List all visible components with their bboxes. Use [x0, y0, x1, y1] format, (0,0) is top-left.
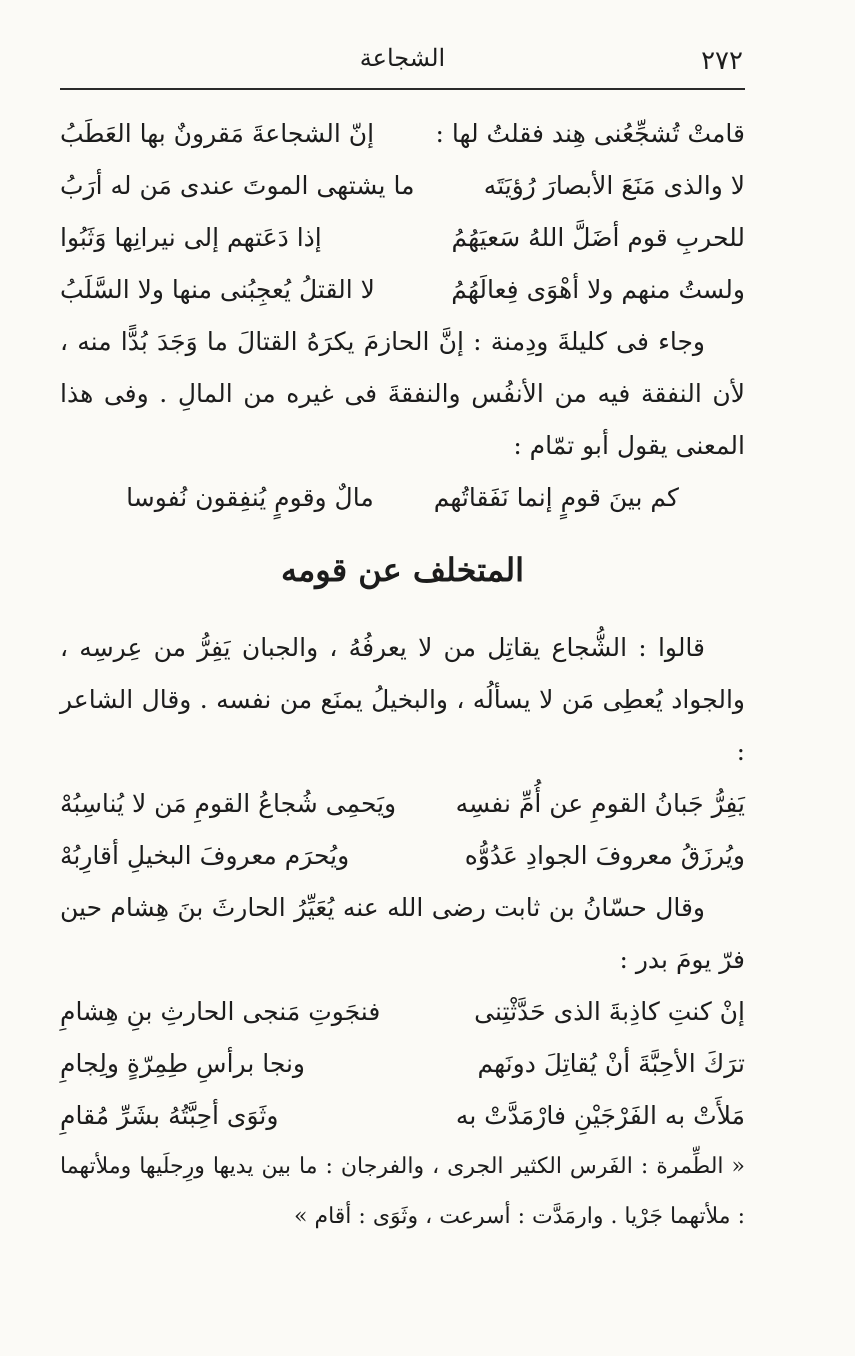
verse-first-hemistich: ولستُ منهم ولا أهْوَى فِعالَهُمُ: [451, 275, 745, 304]
verse-line: [60, 212, 745, 264]
verse-second-hemistich: وثَوَى أحِبَّتُهُ بشَرِّ مُقامِ: [60, 1101, 279, 1130]
prose-paragraph: وجاء فى كليلةَ ودِمنة : إنَّ الحازمَ يكرَهُ القتالَ ما وَجَدَ بُدًّا منه ، لأن النفقة فيه من الأنفُس والنفقةَ فى غيره من المالِ . وفى هذا المعنى يقول أبو تمّام :: [60, 327, 745, 460]
prose-paragraph: قالوا : الشُّجاع يقاتِل من لا يعرفُهُ ، والجبان يَفِرُّ من عِرسِه ، والجواد يُعطِى مَن لا يسألُه ، والبخيلُ يمنَع من نفسه . وقال الشاعر :: [60, 633, 745, 766]
verse-first-hemistich: كم بينَ قومٍ إنما نَفَقاتُهم: [433, 483, 679, 512]
verse-line: [60, 1090, 745, 1142]
verse-line: [60, 472, 745, 524]
verse-first-hemistich: ترَكَ الأحِبَّةَ أنْ يُقاتِلَ دونَهم: [477, 1049, 745, 1078]
verse-first-hemistich: يَفِرُّ جَبانُ القومِ عن أُمِّ نفسِه: [455, 789, 745, 818]
verse-line: [60, 160, 745, 212]
verse-second-hemistich: إذا دَعَتهم إلى نيرانِها وَثَبُوا: [60, 223, 322, 252]
prose-paragraph: وقال حسّانُ بن ثابت رضى الله عنه يُعَيِّرُ الحارثَ بنَ هِشام حين فرّ يومَ بدر :: [60, 893, 745, 974]
verse-second-hemistich: ويُحرَم معروفَ البخيلِ أقارِبُهْ: [60, 841, 350, 870]
verse-first-hemistich: لا والذى مَنَعَ الأبصارَ رُؤيَتَه: [483, 171, 745, 200]
verse-line: [60, 108, 745, 160]
section-heading: المتخلف عن قومه: [280, 551, 525, 589]
verse-line: [60, 986, 745, 1038]
page-body: [60, 108, 745, 1242]
verse-line: [60, 1038, 745, 1090]
page-header: [60, 40, 745, 90]
verse-line: [60, 264, 745, 316]
verse-second-hemistich: مالٌ وقومٍ يُنفِقون نُفوسا: [126, 483, 374, 512]
footnote-glossary: « الطِّمرة : الفَرس الكثير الجرى ، والفرجان : ما بين يديها ورِجلَيها وملأتهما : ملأتهما جَرْيا . وارمَدَّت : أسرعت ، وثَوَى : أقام »: [60, 1154, 745, 1229]
verse-line: [60, 778, 745, 830]
verse-line: [60, 830, 745, 882]
verse-first-hemistich: إنْ كنتِ كاذِبةَ الذى حَدَّثْتِنى: [474, 997, 745, 1026]
verse-first-hemistich: مَلأَتْ به الفَرْجَيْنِ فارْمَدَّتْ به: [455, 1101, 745, 1130]
verse-first-hemistich: للحربِ قوم أضَلَّ اللهُ سَعيَهُمُ: [451, 223, 745, 252]
verse-first-hemistich: قامتْ تُشجِّعُنى هِند فقلتُ لها :: [435, 119, 745, 148]
verse-first-hemistich: ويُرزَقُ معروفَ الجوادِ عَدُوُّه: [464, 841, 745, 870]
verse-second-hemistich: ونجا برأسِ طِمِرّةٍ ولِجامِ: [60, 1049, 306, 1078]
page-number: ٢٧٢: [701, 46, 743, 76]
running-title: الشجاعة: [359, 44, 446, 72]
verse-second-hemistich: فنجَوتِ مَنجى الحارثِ بنِ هِشامِ: [60, 997, 381, 1026]
verse-second-hemistich: إنّ الشجاعةَ مَقرونٌ بها العَطَبُ: [60, 119, 375, 148]
verse-second-hemistich: ويَحمِى شُجاعُ القومِ مَن لا يُناسِبُهْ: [60, 789, 397, 818]
verse-second-hemistich: لا القتلُ يُعجِبُنى منها ولا السَّلَبُ: [60, 275, 375, 304]
verse-second-hemistich: ما يشتهى الموتَ عندى مَن له أرَبُ: [60, 171, 415, 200]
